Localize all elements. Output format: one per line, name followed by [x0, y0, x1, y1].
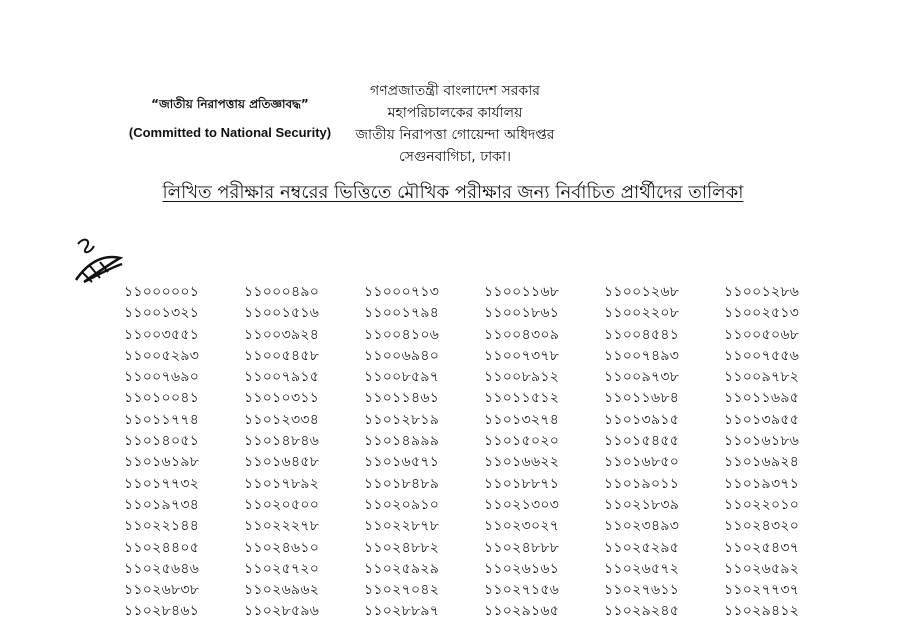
- roll-number: ১১০১১৫১২: [484, 390, 560, 407]
- roll-number: ১১০০৫০৬৮: [724, 326, 800, 343]
- roll-number: ১১০২৮৫৯৬: [244, 603, 320, 620]
- roll-number: ১১০১০০৪১: [124, 390, 200, 407]
- roll-number: ১১০২২০১০: [724, 496, 800, 513]
- roll-number: ১১০২৬৫৭২: [604, 560, 680, 577]
- roll-number: ১১০২৬৫৯২: [724, 560, 800, 577]
- office-line-address: সেগুনবাগিচা, ঢাকা।: [398, 149, 512, 165]
- roll-number: ১১০১৩৯৫৫: [724, 411, 800, 428]
- roll-number: ১১০১৮৪৮৯: [364, 475, 440, 492]
- roll-number: ১১০০৫৪৫৮: [244, 347, 320, 364]
- roll-number: ১১০০৭৯১৫: [244, 369, 320, 386]
- roll-number: ১১০১৬৬২২: [484, 454, 560, 471]
- roll-number: ১১০০৯৭৮২: [724, 369, 800, 386]
- roll-number: ১১০২০৫০০: [244, 496, 320, 513]
- roll-number: ১১০০১৫১৬: [244, 305, 320, 322]
- roll-number: ১১০০৭৬৯০: [124, 369, 200, 386]
- roll-number: ১১০০৮৯১২: [484, 369, 560, 386]
- roll-number: ১১০২৫৭২০: [244, 560, 320, 577]
- roll-number: ১১০২১৮৩৯: [604, 496, 680, 513]
- roll-number: ১১০২৫৬৪৬: [124, 560, 200, 577]
- roll-number: ১১০১১৬৮৪: [604, 390, 680, 407]
- roll-number: ১১০২৬১৬১: [484, 560, 560, 577]
- roll-number: ১১০১৭৭৩২: [124, 475, 200, 492]
- roll-number: ১১০২৭১৫৬: [484, 582, 560, 599]
- roll-number: ১১০১২৮১৯: [364, 411, 440, 428]
- roll-number: ১১০২৬৮৩৮: [124, 582, 200, 599]
- roll-number: ১১০১১৬৯৫: [724, 390, 800, 407]
- roll-number: ১১০২৯২৪৫: [604, 603, 680, 620]
- roll-number: ১১০১৬৪৫৮: [244, 454, 320, 471]
- roll-number: ১১০০১১৬৮: [484, 284, 560, 300]
- signature-mark: [70, 232, 130, 290]
- roll-number: ১১০০২২০৮: [604, 305, 680, 322]
- roll-number: ১১০০১৩২১: [124, 305, 200, 322]
- motto-bengali: “জাতীয় নিরাপত্তায় প্রতিজ্ঞাবদ্ধ”: [151, 97, 309, 111]
- roll-number: ১১০০১২৬৮: [604, 284, 680, 300]
- roll-number: ১১০২৩৪৯৩: [604, 518, 680, 535]
- roll-number: ১১০০০৪৯০: [244, 284, 320, 300]
- roll-number: ১১০১৬৫৭১: [364, 454, 440, 471]
- roll-number: ১১০০৪৫৪১: [604, 326, 680, 343]
- roll-number: ১১০২৪৪০৫: [124, 539, 200, 556]
- roll-number: ১১০২২৮৭৮: [364, 518, 440, 535]
- roll-number: ১১০১৯৩৭১: [724, 475, 800, 492]
- roll-number: ১১০২৭০৪২: [364, 582, 440, 599]
- roll-number: ১১০২৪৩২০: [724, 518, 800, 535]
- roll-number: ১১০০০৭১৩: [364, 284, 440, 300]
- roll-number: ১১০০৪১০৬: [364, 326, 440, 343]
- roll-number: ১১০০৮৫৯৭: [364, 369, 440, 386]
- roll-number: ১১০০১৭৯৪: [364, 305, 440, 322]
- roll-number: ১১০২২১৪৪: [124, 518, 200, 535]
- office-line-government: গণপ্রজাতন্ত্রী বাংলাদেশ সরকার: [370, 83, 540, 99]
- motto-block: [110, 95, 350, 140]
- roll-number: ১১০২৭৬১১: [604, 582, 680, 599]
- roll-number: ১১০১৪৯৯৯: [364, 433, 440, 450]
- page-title: লিখিত পরীক্ষার নম্বরের ভিত্তিতে মৌখিক পরীক্ষার জন্য নির্বাচিত প্রার্থীদের তালিকা: [162, 182, 744, 203]
- roll-number-grid: [124, 282, 814, 623]
- office-header: [340, 80, 570, 168]
- office-line-director-general: মহাপরিচালকের কার্যালয়: [387, 105, 523, 121]
- roll-number: ১১০১৪৮৪৬: [244, 433, 320, 450]
- roll-number: ১১০০৬৯৪০: [364, 347, 440, 364]
- roll-number: ১১০১৩২৭৪: [484, 411, 560, 428]
- roll-number: ১১০১১৪৬১: [364, 390, 440, 407]
- roll-number: ১১০১৮৮৭১: [484, 475, 560, 492]
- roll-number: ১১০০৭৪৯৩: [604, 347, 680, 364]
- roll-number: ১১০২০৯১০: [364, 496, 440, 513]
- roll-number: ১১০০৫২৯৩: [124, 347, 200, 364]
- roll-number: ১১০১৫৪৫৫: [604, 433, 680, 450]
- roll-number: ১১০২৫৯২৯: [364, 560, 440, 577]
- roll-number: ১১০১৩৯১৫: [604, 411, 680, 428]
- roll-number: ১১০১৬১৯৮: [124, 454, 200, 471]
- roll-number: ১১০১৯০১১: [604, 475, 680, 492]
- roll-number: ১১০২৬৯৬২: [244, 582, 320, 599]
- roll-number: ১১০২৭৭৩৭: [724, 582, 800, 599]
- roll-number: ১১০১৬১৮৬: [724, 433, 800, 450]
- roll-number: ১১০২৩০২৭: [484, 518, 560, 535]
- roll-number: ১১০২৮৮৯৭: [364, 603, 440, 620]
- office-line-agency: জাতীয় নিরাপত্তা গোয়েন্দা অধিদপ্তর: [355, 127, 555, 143]
- roll-number: ১১০০৩৯২৪: [244, 326, 320, 343]
- roll-number: ১১০১৭৮৯২: [244, 475, 320, 492]
- roll-number: ১১০২১৩০৩: [484, 496, 560, 513]
- roll-number: ১১০২৫২৯৫: [604, 539, 680, 556]
- roll-number: ১১০০৪৩০৯: [484, 326, 560, 343]
- roll-number: ১১০১৬৯২৪: [724, 454, 800, 471]
- roll-number: ১১০২৪৬১০: [244, 539, 320, 556]
- roll-number: ১১০১৬৮৫০: [604, 454, 680, 471]
- roll-number: ১১০১১৭৭৪: [124, 411, 200, 428]
- roll-number: ১১০০৯৭৩৮: [604, 369, 680, 386]
- roll-number: ১১০১২৩৩৪: [244, 411, 320, 428]
- roll-number: ১১০২৯১৬৫: [484, 603, 560, 620]
- roll-number: ১১০২২২৭৮: [244, 518, 320, 535]
- roll-number: ১১০১৯৭৩৪: [124, 496, 200, 513]
- roll-number: ১১০০২৫১৩: [724, 305, 800, 322]
- roll-number: ১১০১০৩১১: [244, 390, 320, 407]
- roll-number: ১১০১৪০৫১: [124, 433, 200, 450]
- roll-number: ১১০২৫৪৩৭: [724, 539, 800, 556]
- roll-number: ১১০২৪৮৮৮: [484, 539, 560, 556]
- roll-number: ১১০০৭৫৫৬: [724, 347, 800, 364]
- motto-english: (Committed to National Security): [128, 125, 332, 140]
- roll-number: ১১০১৫০২০: [484, 433, 560, 450]
- roll-number: ১১০০৭৩৭৮: [484, 347, 560, 364]
- roll-number: ১১০০১২৮৬: [724, 284, 800, 300]
- roll-number: ১১০০৩৫৫১: [124, 326, 200, 343]
- roll-number: ১১০০০০০১: [124, 284, 200, 300]
- roll-number: ১১০২৮৪৬১: [124, 603, 200, 620]
- roll-number: ১১০০১৮৬১: [484, 305, 560, 322]
- roll-number: ১১০২৯৪১২: [724, 603, 800, 620]
- roll-number: ১১০২৪৮৮২: [364, 539, 440, 556]
